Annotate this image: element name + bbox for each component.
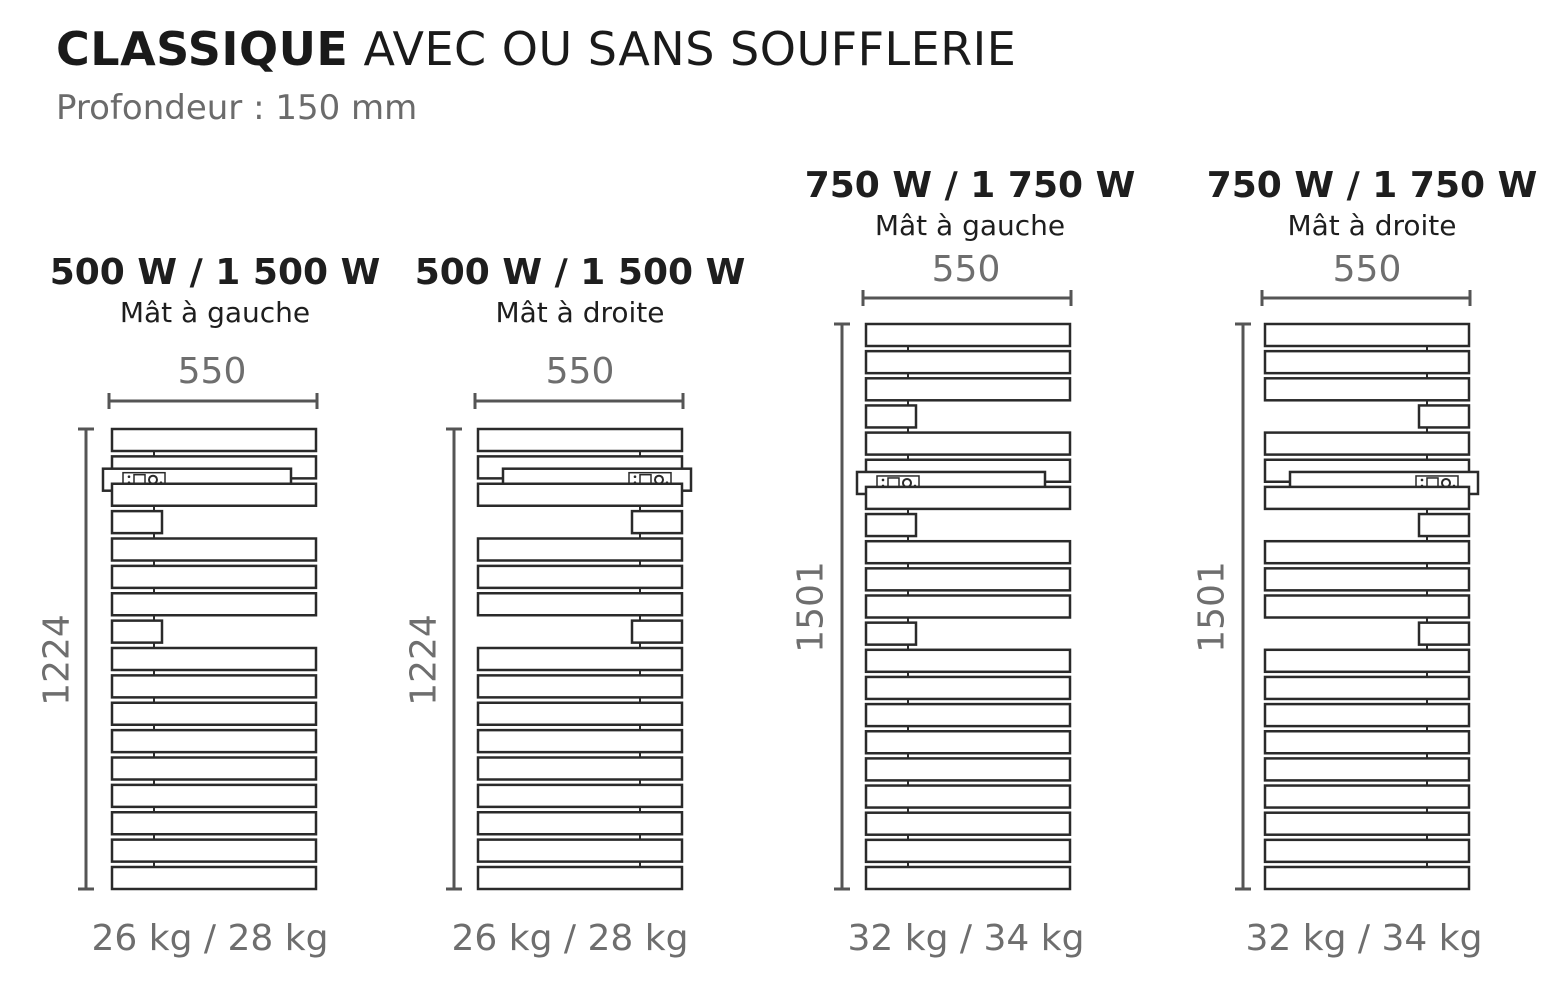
towel-bar xyxy=(112,758,316,780)
towel-bar xyxy=(112,867,316,889)
height-dimension-line xyxy=(1235,324,1251,889)
towel-bar xyxy=(1265,840,1469,862)
weight-label: 26 kg / 28 kg xyxy=(451,918,689,959)
towel-bar xyxy=(478,867,682,889)
towel-bar xyxy=(866,541,1070,563)
towel-bar xyxy=(1265,677,1469,699)
towel-bar xyxy=(112,675,316,697)
short-bar xyxy=(866,514,916,536)
towel-bar xyxy=(478,675,682,697)
towel-bar xyxy=(478,648,682,670)
towel-bar xyxy=(1265,813,1469,835)
towel-bar xyxy=(1265,378,1469,400)
short-bar xyxy=(1419,405,1469,427)
page-subtitle: Profondeur : 150 mm xyxy=(56,88,418,128)
towel-bar xyxy=(866,596,1070,618)
towel-bar xyxy=(1265,786,1469,808)
towel-bar xyxy=(866,568,1070,590)
towel-bar xyxy=(478,566,682,588)
towel-bar xyxy=(112,484,316,506)
towel-bar xyxy=(478,429,682,451)
short-bar xyxy=(112,511,162,533)
towel-bar xyxy=(866,758,1070,780)
towel-bar xyxy=(112,648,316,670)
model-card-500w-mast-left xyxy=(36,0,390,984)
short-bar xyxy=(632,621,682,643)
title-bold: CLASSIQUE xyxy=(56,22,349,76)
towel-bar xyxy=(1265,324,1469,346)
model-card-750w-mast-left xyxy=(790,0,1145,984)
towel-bar xyxy=(866,731,1070,753)
power-rating: 750 W / 1 750 W xyxy=(804,165,1136,206)
towel-bar xyxy=(1265,487,1469,509)
towel-bar xyxy=(866,351,1070,373)
width-dimension-line xyxy=(1262,290,1470,306)
height-dimension: 1501 xyxy=(790,561,832,653)
power-rating: 500 W / 1 500 W xyxy=(414,252,746,293)
width-dimension-line xyxy=(475,393,683,409)
short-bar xyxy=(112,621,162,643)
short-bar xyxy=(632,511,682,533)
towel-bar xyxy=(112,593,316,615)
height-dimension-line xyxy=(78,429,94,889)
towel-bar xyxy=(478,730,682,752)
towel-bar xyxy=(1265,731,1469,753)
weight-label: 26 kg / 28 kg xyxy=(91,918,329,959)
towel-bar xyxy=(478,785,682,807)
towel-bar xyxy=(112,730,316,752)
towel-bar xyxy=(866,786,1070,808)
towel-bar xyxy=(112,703,316,725)
towel-bar xyxy=(478,758,682,780)
towel-bar xyxy=(478,703,682,725)
weight-label: 32 kg / 34 kg xyxy=(847,918,1085,959)
towel-bar xyxy=(1265,704,1469,726)
towel-bar xyxy=(112,812,316,834)
height-dimension: 1501 xyxy=(1191,561,1233,653)
towel-bar xyxy=(478,812,682,834)
power-rating: 750 W / 1 750 W xyxy=(1206,165,1538,206)
short-bar xyxy=(866,623,916,645)
towel-bar xyxy=(866,487,1070,509)
towel-bar xyxy=(1265,758,1469,780)
weight-label: 32 kg / 34 kg xyxy=(1245,918,1483,959)
towel-bar xyxy=(1265,433,1469,455)
height-dimension-line xyxy=(446,429,462,889)
towel-bar xyxy=(866,840,1070,862)
towel-bar xyxy=(866,677,1070,699)
height-dimension: 1224 xyxy=(403,614,445,706)
towel-bar xyxy=(478,539,682,561)
towel-bar xyxy=(866,378,1070,400)
towel-bar xyxy=(866,324,1070,346)
mast-position: Mât à droite xyxy=(495,296,665,329)
towel-bar xyxy=(1265,541,1469,563)
towel-bar xyxy=(478,593,682,615)
title-rest: AVEC OU SANS SOUFFLERIE xyxy=(363,22,1017,76)
power-rating: 500 W / 1 500 W xyxy=(49,252,381,293)
model-card-750w-mast-right xyxy=(1191,0,1547,984)
towel-bar xyxy=(112,566,316,588)
towel-bar xyxy=(112,840,316,862)
towel-bar xyxy=(1265,650,1469,672)
towel-bar xyxy=(112,785,316,807)
towel-bar xyxy=(1265,596,1469,618)
width-dimension-line xyxy=(863,290,1071,306)
towel-bar xyxy=(478,840,682,862)
mast-position: Mât à droite xyxy=(1287,209,1457,242)
towel-radiator-drawing xyxy=(795,0,1145,984)
mast-position: Mât à gauche xyxy=(874,209,1066,242)
short-bar xyxy=(1419,514,1469,536)
towel-bar xyxy=(866,433,1070,455)
mast-position: Mât à gauche xyxy=(119,296,311,329)
towel-radiator-drawing xyxy=(1197,0,1547,984)
towel-bar xyxy=(1265,867,1469,889)
towel-bar xyxy=(866,867,1070,889)
towel-bar xyxy=(866,704,1070,726)
towel-bar xyxy=(866,813,1070,835)
height-dimension-line xyxy=(834,324,850,889)
towel-radiator-drawing xyxy=(40,0,390,984)
width-dimension: 550 xyxy=(545,351,615,392)
towel-bar xyxy=(1265,351,1469,373)
towel-bar xyxy=(478,484,682,506)
towel-radiator-drawing xyxy=(405,0,755,984)
short-bar xyxy=(1419,623,1469,645)
model-card-500w-mast-right xyxy=(405,0,755,984)
towel-bar xyxy=(112,539,316,561)
towel-bar xyxy=(866,650,1070,672)
width-dimension: 550 xyxy=(177,351,247,392)
width-dimension-line xyxy=(109,393,317,409)
towel-bar xyxy=(112,429,316,451)
short-bar xyxy=(866,405,916,427)
height-dimension: 1224 xyxy=(36,614,78,706)
towel-bar xyxy=(1265,568,1469,590)
width-dimension: 550 xyxy=(931,249,1001,290)
width-dimension: 550 xyxy=(1332,249,1402,290)
